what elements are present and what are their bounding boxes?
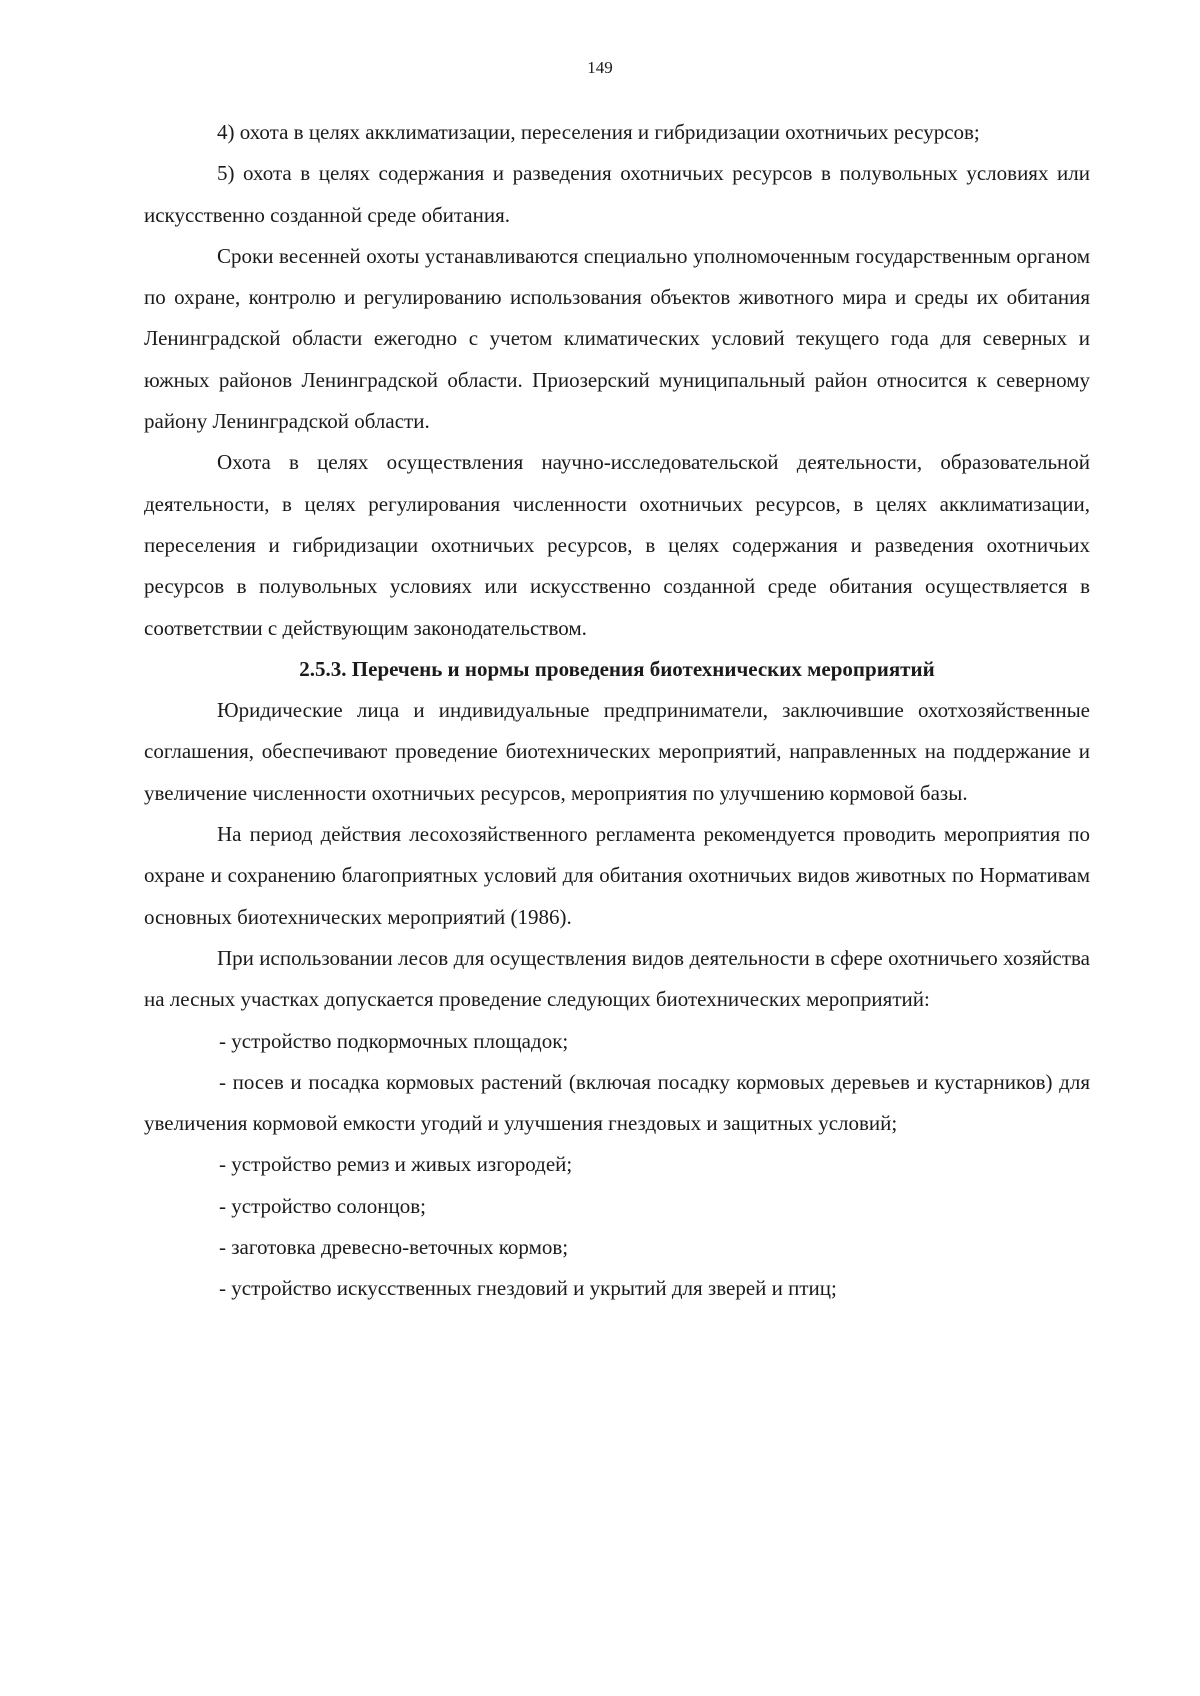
list-item: - заготовка древесно-веточных кормов; <box>219 1235 569 1260</box>
page-number: 149 <box>587 58 613 77</box>
list-item: - устройство подкормочных площадок; <box>219 1028 569 1053</box>
paragraph-hunting-acclimatization: 4) охота в целях акклиматизации, переселения и гибридизации охотничьих ресурсов; <box>217 120 980 144</box>
paragraph-regulation-period: На период действия лесохозяйственного регламента рекомендуется проводить мероприятия по охране и сохранению благоприятных условий для обитания охотничьих видов животных по Нормативам основных биотехнических мероприятий (1986). <box>144 822 1090 929</box>
section-heading: 2.5.3. Перечень и нормы проведения биотехнических мероприятий <box>299 656 935 681</box>
paragraph-hunting-semi-free: 5) охота в целях содержания и разведения охотничьих ресурсов в полувольных условиях или искусственно созданной среде обитания. <box>144 161 1090 227</box>
paragraph-research-hunting: Охота в целях осуществления научно-исследовательской деятельности, образовательной деятельности, в целях регулирования численности охотничьих ресурсов, в целях акклиматизации, переселения и гибридизации охотничьих ресурсов, в целях содержания и разведения охотничьих ресурсов в полувольных условиях или искусственно созданной среде обитания осуществляется в соответствии с действующим законодательством. <box>144 450 1090 640</box>
paragraph-spring-hunting-dates: Сроки весенней охоты устанавливаются специально уполномоченным государственным органом по охране, контролю и регулированию использования объектов животного мира и среды их обитания Ленинградской области ежегодно с учетом климатических условий текущего года для северных и южных районов Ленинградской области. Приозерский муниципальный район относится к северному району Ленинградской области. <box>144 243 1090 434</box>
document-body <box>144 112 1090 1310</box>
list-item: - посев и посадка кормовых растений (включая посадку кормовых деревьев и кустарников) для увеличения кормовой емкости угодий и улучшения гнездовых и защитных условий; <box>144 1069 1090 1136</box>
paragraph-forest-use: При использовании лесов для осуществления видов деятельности в сфере охотничьего хозяйства на лесных участках допускается проведение следующих биотехнических мероприятий: <box>144 945 1090 1012</box>
list-item: - устройство искусственных гнездовий и укрытий для зверей и птиц; <box>219 1276 837 1301</box>
paragraph-legal-entities: Юридические лица и индивидуальные предприниматели, заключившие охотхозяйственные соглашения, обеспечивают проведение биотехнических мероприятий, направленных на поддержание и увеличение численности охотничьих ресурсов, мероприятия по улучшению кормовой базы. <box>144 698 1090 805</box>
list-item: - устройство солонцов; <box>219 1193 427 1218</box>
list-item: - устройство ремиз и живых изгородей; <box>219 1152 573 1177</box>
